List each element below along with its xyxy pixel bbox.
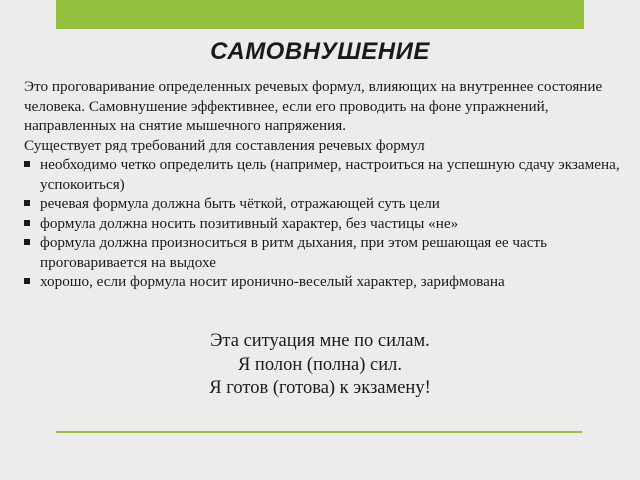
affirmation-line: Я полон (полна) сил. (237, 354, 403, 375)
list-item (24, 194, 628, 214)
list-item (24, 233, 628, 272)
requirements-intro: Существует ряд требований для составления речевых формул (24, 136, 425, 154)
requirement-text: речевая формула должна быть чёткой, отражающей суть цели (40, 195, 440, 212)
square-bullet-icon (24, 239, 30, 245)
slide-body (24, 77, 628, 292)
square-bullet-icon (24, 161, 30, 167)
list-item (24, 214, 628, 234)
affirmation-line: Я готов (готова) к экзамену! (209, 378, 431, 398)
bottom-accent-line (56, 431, 582, 433)
affirmation-line: Эта ситуация мне по силам. (210, 331, 430, 351)
square-bullet-icon (24, 278, 30, 284)
requirement-text: формула должна произноситься в ритм дыхания, при этом решающая ее часть проговаривается на выдохе (40, 234, 548, 271)
list-item (24, 155, 628, 194)
definition-text: Это проговаривание определенных речевых формул, влияющих на внутреннее состояние человека. Самовнушение эффективнее, если его проводить на фоне упражнений, направленных на снятие мышечного напряжения. (24, 78, 603, 134)
square-bullet-icon (24, 200, 30, 206)
list-item (24, 272, 628, 292)
square-bullet-icon (24, 220, 30, 226)
requirement-text: формула должна носить позитивный характер, без частицы «не» (40, 214, 459, 232)
requirements-list (24, 155, 628, 292)
top-accent-bar (56, 0, 584, 29)
slide-title: САМОВНУШЕНИЕ (210, 38, 430, 65)
requirement-text: необходимо четко определить цель (например, настроиться на успешную сдачу экзамена, успокоиться) (40, 156, 620, 193)
affirmations-block (0, 330, 640, 401)
requirement-text: хорошо, если формула носит иронично-веселый характер, зарифмована (40, 273, 505, 290)
